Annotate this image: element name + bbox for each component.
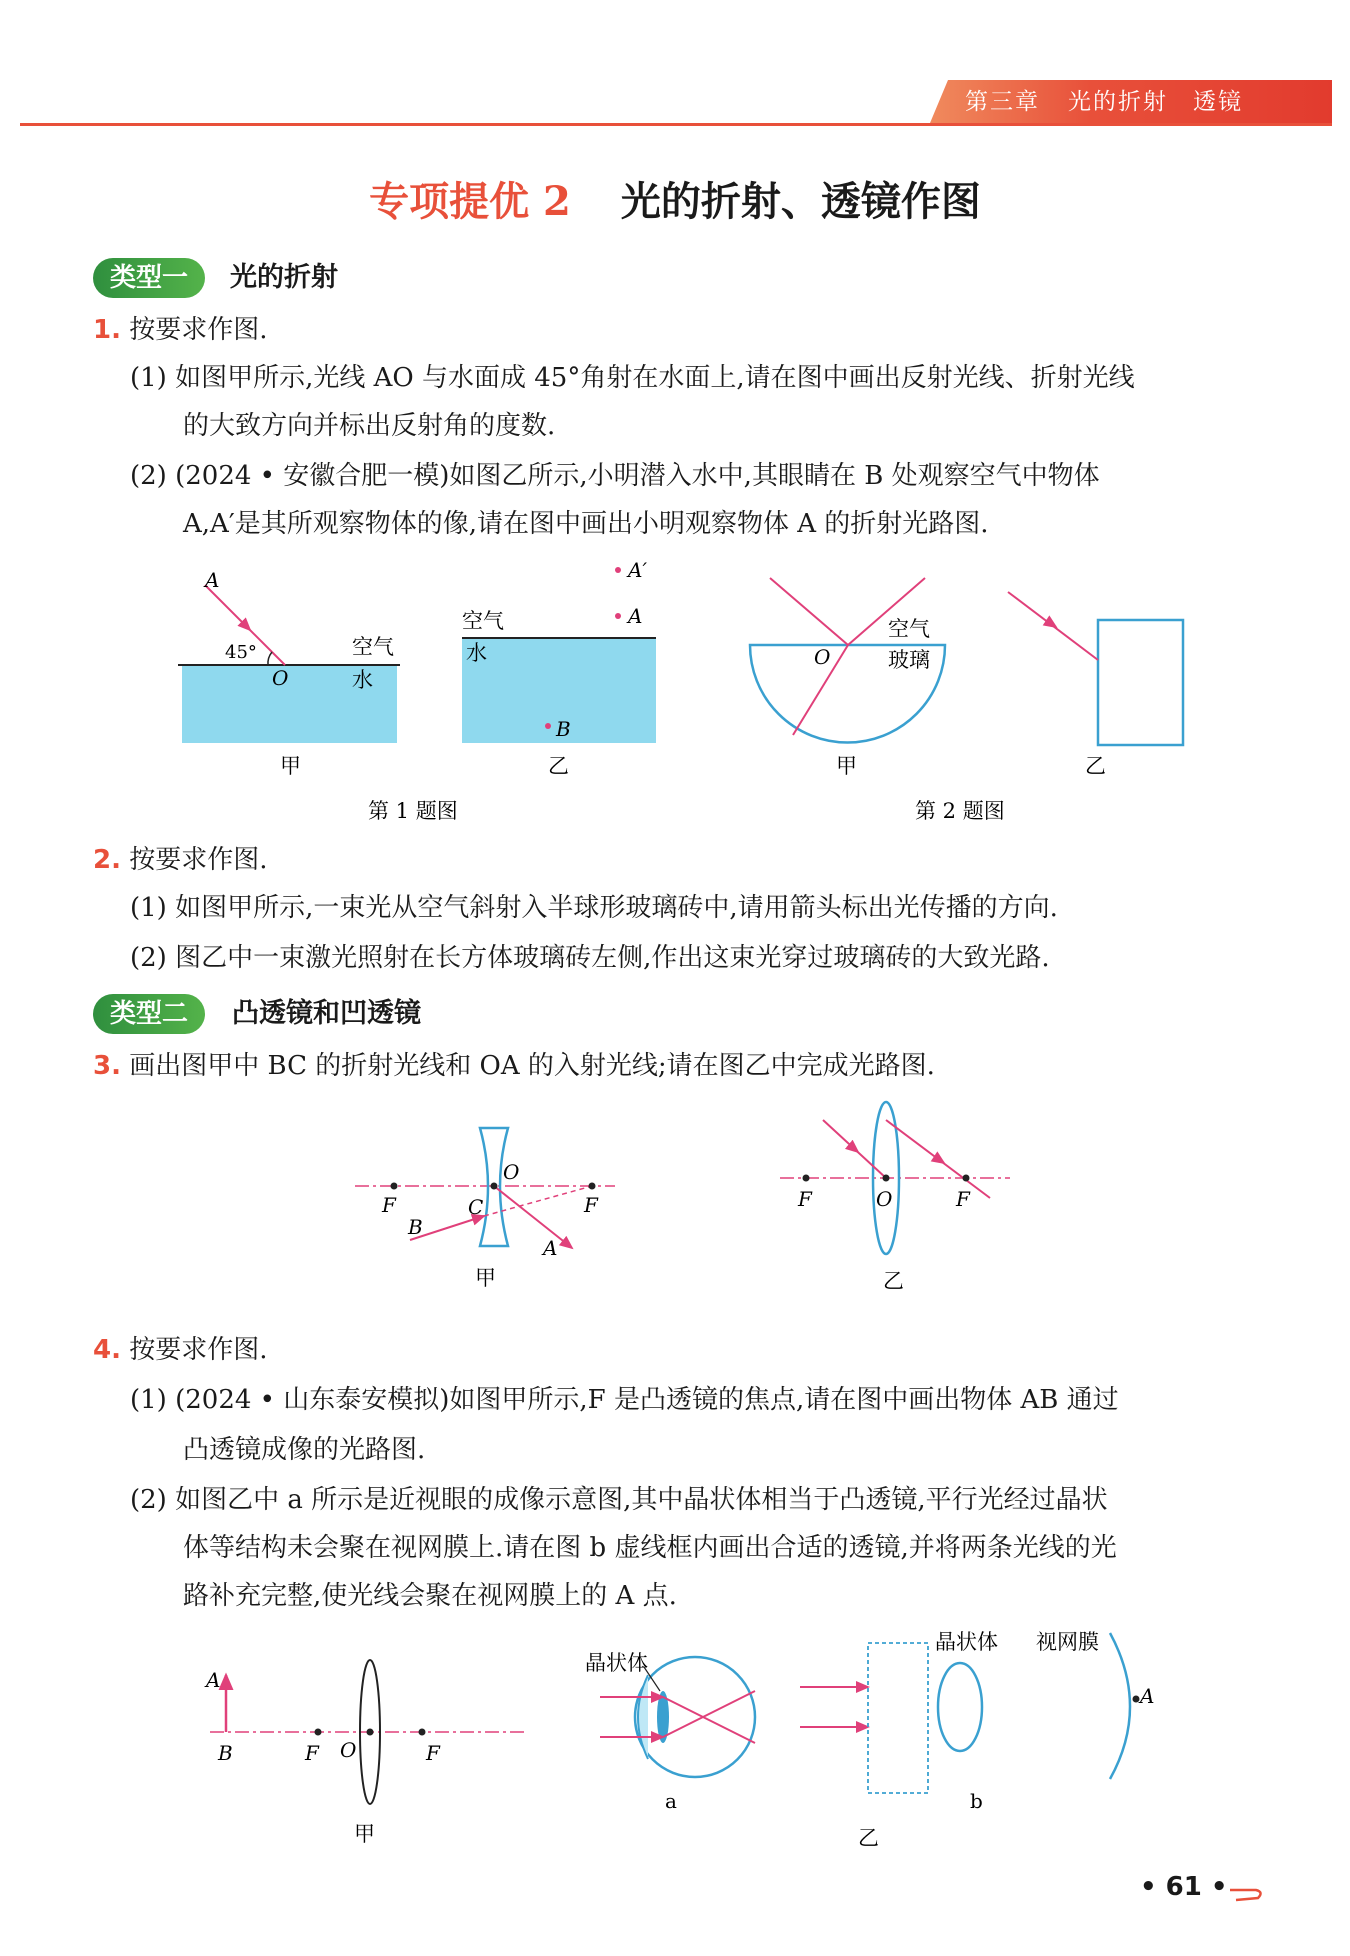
focus-right [963,1175,970,1182]
q1-part2-line1: (2) (2024 • 安徽合肥一模)如图乙所示,小明潜入水中,其眼睛在 B 处观察空气中物体 [130,461,1100,491]
optical-center [367,1729,374,1736]
header-rule [20,123,1332,126]
crystalline-lens-b [938,1663,982,1751]
q1-part2-line2: A,A′是其所观察物体的像,请在图中画出小明观察物体 A 的折射光路图. [183,509,989,539]
fig4-yi-a-sub: a [665,1789,677,1813]
fig1-yi [462,558,656,778]
fig4-jia-A: A [206,1668,221,1692]
page-number-swoosh [1228,1882,1268,1904]
section1-badge: 类型一 [93,258,205,298]
q4-part2-line1: (2) 如图乙中 a 所示是近视眼的成像示意图,其中晶状体相当于凸透镜,平行光经过晶状 [130,1485,1108,1515]
fig4-jia-B: B [218,1741,233,1765]
q2-part1: (1) 如图甲所示,一束光从空气斜射入半球形玻璃砖中,请用箭头标出光传播的方向. [130,893,1058,923]
page-title [0,170,1350,227]
fig4-yi-A: A [1140,1684,1155,1708]
angle-arc [268,652,272,665]
q3-text: 3. 画出图甲中 BC 的折射光线和 OA 的入射光线;请在图乙中完成光路图. [93,1051,935,1081]
fig3-yi-O: O [876,1187,893,1211]
q4-part2-line3: 路补充完整,使光线会聚在视网膜上的 A 点. [183,1581,677,1611]
q4-part1-line1: (1) (2024 • 山东泰安模拟)如图甲所示,F 是凸透镜的焦点,请在图中画出物体 AB 通过 [130,1385,1119,1415]
eyeball [635,1657,755,1777]
fig1-air: 空气 [352,635,394,659]
fig4-yi-b-sub: b [970,1789,983,1813]
fig4-yi-b-lens-label: 晶状体 [935,1630,998,1654]
fig1-yi-B: B [556,717,571,741]
q1-part1-line2: 的大致方向并标出反射角的度数. [183,411,556,441]
fig2-glass: 玻璃 [888,648,930,672]
fig3-jia-A: A [543,1236,558,1260]
figure-q4 [0,1625,1350,1865]
retina-point-A [1133,1696,1140,1703]
fig3-jia-B: B [408,1215,423,1239]
focus-left [315,1729,322,1736]
fig1-jia [178,568,400,778]
fig4-jia-O: O [340,1738,357,1762]
fig3-jia-F2: F [584,1193,598,1217]
q4-part2-line2: 体等结构未会聚在视网膜上.请在图 b 虚线框内画出合适的透镜,并将两条光线的光 [183,1533,1117,1563]
page-number: • 61 • [1140,1872,1228,1902]
fig4-yi-a [585,1651,755,1813]
optical-center [491,1183,498,1190]
fig2-caption: 第 2 题图 [915,799,1005,823]
glass-brick [1098,620,1183,745]
fig1-label-A: A [205,568,220,592]
fig3-yi-F1: F [798,1187,812,1211]
figures-q1-q2 [0,550,1350,840]
fig1-yi-air: 空气 [462,609,504,633]
object-point-A [615,613,621,619]
fig1-jia-sub: 甲 [280,754,301,778]
fig4-yi-retina-label: 视网膜 [1036,1630,1099,1654]
fig3-jia-F1: F [382,1193,396,1217]
image-point-Ap [615,567,621,573]
fig3-yi [780,1102,1010,1293]
q4-part1-line2: 凸透镜成像的光路图. [183,1435,426,1465]
fig2-O: O [814,645,831,669]
fig1-label-O: O [272,666,289,690]
fig2-yi-sub: 乙 [1085,754,1106,778]
dashed-lens-box [868,1643,928,1793]
ray-in [770,578,848,645]
fig2-yi [1008,592,1183,778]
fig3-jia-C: C [468,1195,484,1219]
fig4-jia-F1: F [305,1741,319,1765]
title-text: 光的折射、透镜作图 [620,178,981,225]
fig1-yi-A: A [628,604,643,628]
fig4-jia [204,1660,525,1846]
focus-right [419,1729,426,1736]
fig1-yi-Ap: A′ [628,558,647,582]
fig1-caption: 第 1 题图 [368,799,458,823]
fig3-jia [355,1128,615,1290]
fig3-yi-sub: 乙 [883,1269,904,1293]
section2-badge: 类型二 [93,994,205,1034]
focus-left [391,1183,398,1190]
fig4-yi-sub: 乙 [858,1826,879,1850]
fig4-yi-a-lens-label: 晶状体 [585,1651,648,1675]
converging-ray-2 [663,1691,755,1737]
converging-ray-1 [663,1697,755,1743]
fig2-jia [750,578,945,778]
title-number: 专项提优 2 [369,178,571,225]
q1-part1-line1: (1) 如图甲所示,光线 AO 与水面成 45°角射在水面上,请在图中画出反射光线、折射光线 [130,363,1135,393]
fig2-air: 空气 [888,617,930,641]
fig3-jia-O: O [503,1160,520,1184]
figure-q3 [0,1090,1350,1310]
optical-center [883,1175,890,1182]
fig4-yi-b [800,1630,1154,1813]
section1-title: 光的折射 [230,262,338,293]
section2-title: 凸透镜和凹透镜 [232,998,421,1029]
chapter-label: 第三章 光的折射 透镜 [965,89,1243,115]
focus-right [589,1183,596,1190]
fig4-jia-F2: F [426,1741,440,1765]
fig3-yi-F2: F [956,1187,970,1211]
fig1-water: 水 [352,668,373,692]
q1-stem: 1. 按要求作图. [93,315,268,345]
q2-stem: 2. 按要求作图. [93,845,268,875]
q4-stem: 4. 按要求作图. [93,1335,268,1365]
fig2-jia-sub: 甲 [836,754,857,778]
fig1-angle: 45° [225,642,257,663]
fig3-jia-sub: 甲 [475,1266,496,1290]
focus-left [803,1175,810,1182]
eye-point-B [545,723,551,729]
cornea [638,1675,648,1759]
retina [1110,1633,1130,1779]
fig1-yi-sub: 乙 [548,754,569,778]
fig1-yi-water: 水 [466,641,487,665]
q2-part2: (2) 图乙中一束激光照射在长方体玻璃砖左侧,作出这束光穿过玻璃砖的大致光路. [130,943,1050,973]
fig4-jia-sub: 甲 [354,1822,375,1846]
